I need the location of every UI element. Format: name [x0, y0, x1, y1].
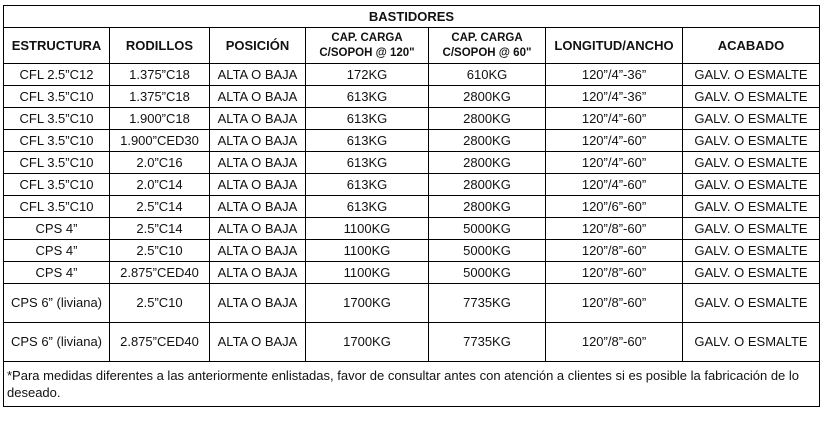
header-acabado: ACABADO: [683, 28, 820, 64]
cell-acabado: GALV. O ESMALTE: [683, 108, 820, 130]
cell-cap-carga-120: 613KG: [306, 174, 429, 196]
cell-longitud-ancho: 120”/4”-60”: [546, 152, 683, 174]
cell-cap-carga-120: 613KG: [306, 86, 429, 108]
cell-cap-carga-120: 613KG: [306, 196, 429, 218]
header-estructura: ESTRUCTURA: [4, 28, 110, 64]
cell-rodillos: 1.900”C18: [110, 108, 210, 130]
cell-acabado: GALV. O ESMALTE: [683, 284, 820, 323]
cell-posicion: ALTA O BAJA: [210, 196, 306, 218]
table-row: [4, 240, 820, 262]
cell-estructura: CPS 6” (liviana): [4, 284, 110, 323]
cell-estructura: CPS 4”: [4, 240, 110, 262]
cell-rodillos: 2.0”C16: [110, 152, 210, 174]
cell-cap-carga-60: 5000KG: [429, 262, 546, 284]
cell-posicion: ALTA O BAJA: [210, 262, 306, 284]
header-rodillos: RODILLOS: [110, 28, 210, 64]
cell-longitud-ancho: 120”/8”-60”: [546, 262, 683, 284]
cell-estructura: CFL 3.5”C10: [4, 152, 110, 174]
cell-cap-carga-60: 2800KG: [429, 130, 546, 152]
cell-cap-carga-60: 2800KG: [429, 196, 546, 218]
cell-cap-carga-120: 613KG: [306, 152, 429, 174]
footnote-row: [4, 362, 820, 407]
cell-longitud-ancho: 120”/4”-36”: [546, 86, 683, 108]
cell-estructura: CFL 3.5”C10: [4, 86, 110, 108]
cell-posicion: ALTA O BAJA: [210, 64, 306, 86]
table-row: [4, 108, 820, 130]
cell-cap-carga-120: 1700KG: [306, 284, 429, 323]
cell-estructura: CFL 3.5”C10: [4, 174, 110, 196]
cell-acabado: GALV. O ESMALTE: [683, 174, 820, 196]
table-row: [4, 323, 820, 362]
cell-rodillos: 1.900”CED30: [110, 130, 210, 152]
table-title: BASTIDORES: [4, 6, 820, 28]
cell-rodillos: 2.5”C14: [110, 218, 210, 240]
header-line: CAP. CARGA: [331, 31, 403, 44]
table-row: [4, 196, 820, 218]
table-title-row: [4, 6, 820, 28]
cell-posicion: ALTA O BAJA: [210, 284, 306, 323]
cell-cap-carga-120: 1100KG: [306, 218, 429, 240]
cell-estructura: CPS 6” (liviana): [4, 323, 110, 362]
header-posicion: POSICIÓN: [210, 28, 306, 64]
cell-rodillos: 2.5”C14: [110, 196, 210, 218]
header-cap-carga-120: [306, 28, 429, 64]
cell-longitud-ancho: 120”/8”-60”: [546, 284, 683, 323]
cell-cap-carga-60: 7735KG: [429, 323, 546, 362]
cell-cap-carga-60: 2800KG: [429, 108, 546, 130]
header-line: CAP. CARGA: [451, 31, 523, 44]
footnote: *Para medidas diferentes a las anteriormente enlistadas, favor de consultar antes con atención a clientes si es posible la fabricación de lo deseado.: [4, 362, 820, 407]
cell-posicion: ALTA O BAJA: [210, 86, 306, 108]
cell-longitud-ancho: 120”/4”-36”: [546, 64, 683, 86]
cell-posicion: ALTA O BAJA: [210, 152, 306, 174]
cell-rodillos: 2.5”C10: [110, 284, 210, 323]
cell-cap-carga-120: 613KG: [306, 130, 429, 152]
cell-rodillos: 1.375”C18: [110, 64, 210, 86]
bastidores-table: [3, 5, 820, 407]
table-row: [4, 218, 820, 240]
table-row: [4, 152, 820, 174]
cell-acabado: GALV. O ESMALTE: [683, 64, 820, 86]
cell-cap-carga-60: 2800KG: [429, 86, 546, 108]
cell-estructura: CFL 2.5”C12: [4, 64, 110, 86]
cell-acabado: GALV. O ESMALTE: [683, 130, 820, 152]
cell-cap-carga-60: 2800KG: [429, 152, 546, 174]
header-line: C/SOPOH @ 60": [442, 46, 532, 59]
cell-cap-carga-120: 1100KG: [306, 262, 429, 284]
cell-cap-carga-60: 5000KG: [429, 240, 546, 262]
cell-longitud-ancho: 120”/8”-60”: [546, 218, 683, 240]
header-row: [4, 28, 820, 64]
cell-posicion: ALTA O BAJA: [210, 323, 306, 362]
table-row: [4, 174, 820, 196]
table-row: [4, 284, 820, 323]
cell-acabado: GALV. O ESMALTE: [683, 240, 820, 262]
cell-acabado: GALV. O ESMALTE: [683, 152, 820, 174]
cell-longitud-ancho: 120”/4”-60”: [546, 130, 683, 152]
cell-longitud-ancho: 120”/8”-60”: [546, 323, 683, 362]
cell-cap-carga-120: 1700KG: [306, 323, 429, 362]
cell-estructura: CPS 4”: [4, 218, 110, 240]
header-cap-carga-60: [429, 28, 546, 64]
cell-rodillos: 1.375”C18: [110, 86, 210, 108]
table-row: [4, 86, 820, 108]
cell-acabado: GALV. O ESMALTE: [683, 323, 820, 362]
cell-cap-carga-120: 172KG: [306, 64, 429, 86]
cell-cap-carga-60: 2800KG: [429, 174, 546, 196]
header-longitud-ancho: LONGITUD/ANCHO: [546, 28, 683, 64]
cell-rodillos: 2.5”C10: [110, 240, 210, 262]
cell-rodillos: 2.875”CED40: [110, 323, 210, 362]
cell-posicion: ALTA O BAJA: [210, 130, 306, 152]
cell-estructura: CFL 3.5”C10: [4, 130, 110, 152]
cell-longitud-ancho: 120”/4”-60”: [546, 174, 683, 196]
cell-acabado: GALV. O ESMALTE: [683, 218, 820, 240]
cell-cap-carga-60: 5000KG: [429, 218, 546, 240]
cell-posicion: ALTA O BAJA: [210, 174, 306, 196]
cell-cap-carga-120: 1100KG: [306, 240, 429, 262]
table-row: [4, 64, 820, 86]
table-body: [4, 64, 820, 362]
cell-posicion: ALTA O BAJA: [210, 218, 306, 240]
cell-rodillos: 2.875”CED40: [110, 262, 210, 284]
cell-longitud-ancho: 120”/8”-60”: [546, 240, 683, 262]
cell-longitud-ancho: 120”/4”-60”: [546, 108, 683, 130]
cell-acabado: GALV. O ESMALTE: [683, 262, 820, 284]
cell-cap-carga-60: 610KG: [429, 64, 546, 86]
cell-cap-carga-120: 613KG: [306, 108, 429, 130]
cell-longitud-ancho: 120”/6”-60”: [546, 196, 683, 218]
cell-cap-carga-60: 7735KG: [429, 284, 546, 323]
cell-posicion: ALTA O BAJA: [210, 240, 306, 262]
table-row: [4, 130, 820, 152]
cell-estructura: CFL 3.5”C10: [4, 196, 110, 218]
cell-estructura: CFL 3.5”C10: [4, 108, 110, 130]
header-line: C/SOPOH @ 120": [319, 46, 415, 59]
cell-acabado: GALV. O ESMALTE: [683, 196, 820, 218]
table-row: [4, 262, 820, 284]
bastidores-table-container: [3, 5, 819, 407]
cell-estructura: CPS 4”: [4, 262, 110, 284]
cell-rodillos: 2.0”C14: [110, 174, 210, 196]
cell-posicion: ALTA O BAJA: [210, 108, 306, 130]
cell-acabado: GALV. O ESMALTE: [683, 86, 820, 108]
